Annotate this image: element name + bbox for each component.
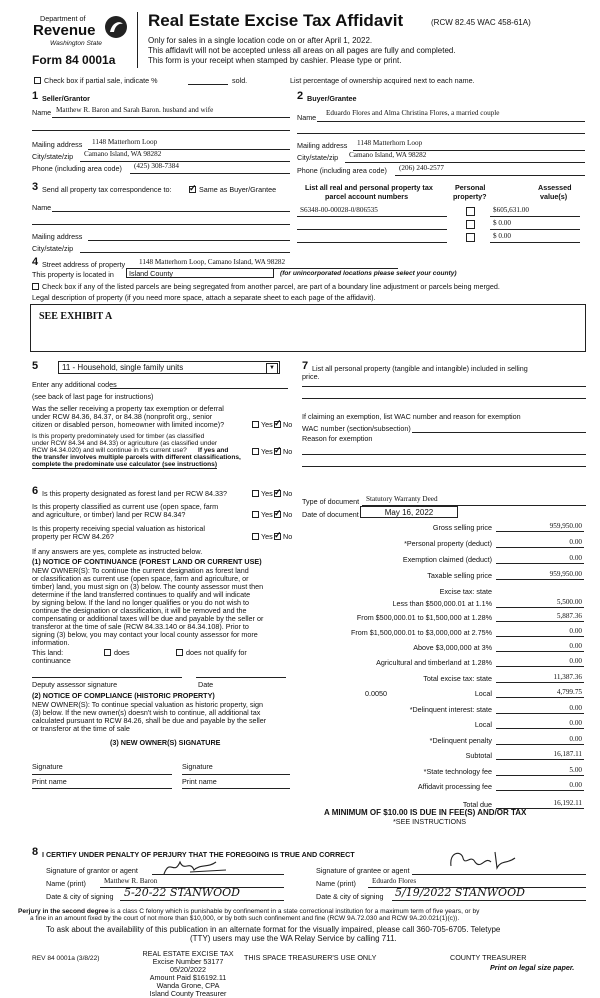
q-current-use-line1: Is this property classified as current use (open space, farm xyxy=(32,502,219,511)
notice-continuance-line: or classification as current use (open space, farm and agriculture, or xyxy=(32,574,249,583)
tax-row-value: 0.00 xyxy=(569,781,582,789)
stamp-line: Island County Treasurer xyxy=(149,989,227,998)
tax-row-field[interactable] xyxy=(496,666,584,667)
located-label: This property is located in xyxy=(32,270,114,279)
tax-row-label: *Delinquent penalty xyxy=(429,736,492,745)
rev-number: REV 84 0001a (3/8/22) xyxy=(32,955,100,962)
owner-print-label-2: Print name xyxy=(182,777,217,786)
grantee-signature-label: Signature of grantee or agent xyxy=(316,866,410,875)
parcel-col-header: List all real and personal property tax xyxy=(305,183,433,192)
exemption-no-label: No xyxy=(283,420,293,429)
section-6-number: 6 xyxy=(32,485,39,497)
wac-number-label: WAC number (section/subsection) xyxy=(302,424,411,433)
grantor-signature-image xyxy=(160,856,230,878)
continuance-label: continuance xyxy=(32,656,71,665)
notice-continuance-line: by signing below. If the land no longer qualifies or you do not wish to xyxy=(32,598,249,607)
tax-row-label: Excise tax: state xyxy=(439,587,492,596)
q-forest-label: Is this property designated as forest land per RCW 84.33? xyxy=(42,489,227,498)
current-use-yes-checkbox[interactable] xyxy=(252,511,259,518)
grantee-date-value: 5/19/2022 STANWOOD xyxy=(395,886,525,899)
additional-codes-note: (see back of last page for instructions) xyxy=(32,392,154,401)
deputy-signature-field[interactable] xyxy=(32,677,182,678)
tax-row-value: 0.00 xyxy=(569,642,582,650)
owner-signature-label-2: Signature xyxy=(182,762,213,771)
legal-description-label: Legal description of property (if you need more space, attach a separate sheet to each page of the affidavit). xyxy=(32,293,376,302)
doc-date-field[interactable]: May 16, 2022 xyxy=(360,506,458,518)
correspondence-mail-label: Mailing address xyxy=(32,232,83,241)
wac-number-field[interactable] xyxy=(412,432,586,433)
perjury-text1: is a class C felony which is punishable by confinement in a state correctional institution for a maximum term of five years, or by xyxy=(110,908,480,915)
parcel-row-2-value: $ 0.00 xyxy=(493,219,511,227)
personal-property-label: List all personal property (tangible and intangible) included in selling xyxy=(312,364,528,373)
chevron-down-icon[interactable]: ▼ xyxy=(266,363,278,374)
grantor-date-value: 5-20-22 STANWOOD xyxy=(124,886,240,899)
parcel-row-1-value-field[interactable] xyxy=(490,216,580,217)
assessed-col-header: Assessed xyxy=(538,183,572,192)
grantor-name-value: Matthew R. Baron xyxy=(104,877,158,885)
see-instructions: *SEE INSTRUCTIONS xyxy=(393,817,467,826)
exemption-yes-checkbox[interactable] xyxy=(252,421,259,428)
same-as-buyer-label: Same as Buyer/Grantee xyxy=(199,185,277,194)
forest-yes-label: Yes xyxy=(261,489,273,498)
exemption-yes-label: Yes xyxy=(261,420,273,429)
timber-yes-label: Yes xyxy=(261,447,273,456)
current-use-no-label: No xyxy=(283,510,293,519)
minimum-notice: A MINIMUM OF $10.00 IS DUE IN FEE(S) AND/OR TAX xyxy=(324,808,527,817)
historic-yes-checkbox[interactable] xyxy=(252,533,259,540)
notice-compliance-title: (2) NOTICE OF COMPLIANCE (HISTORIC PROPERTY) xyxy=(32,691,215,700)
tax-row-value: 0.00 xyxy=(569,735,582,743)
tax-row-field[interactable] xyxy=(496,759,584,760)
perjury-line1 xyxy=(18,908,479,915)
tax-row-field[interactable] xyxy=(496,531,584,532)
correspondence-name-line2[interactable] xyxy=(32,224,290,225)
tax-row-label: From $500,000.01 to $1,500,000 at 1.28% xyxy=(356,613,492,622)
notice-compliance-line: (3) below. If the new owner(s) doesn't wish to continue, all additional tax xyxy=(32,708,261,717)
owner-print-field-1[interactable] xyxy=(32,788,172,789)
section-1-number: 1 xyxy=(32,90,39,102)
legal-description-value: SEE EXHIBIT A xyxy=(39,311,113,322)
tax-row-value: 16,192.11 xyxy=(553,799,582,807)
street-label: Street address of property xyxy=(42,260,126,269)
seller-city-value: Camano Island, WA 98282 xyxy=(84,150,162,158)
alt-format-line1: To ask about the availability of this publication in an alternate format for the visually impaired, please call 360-705-6705. Teletype xyxy=(46,925,501,934)
section-5-number: 5 xyxy=(32,360,39,372)
historic-no-label: No xyxy=(283,532,293,541)
current-use-yes-label: Yes xyxy=(261,510,273,519)
q-current-use-line2: and agriculture, or timber) land per RCW 84.34? xyxy=(32,510,186,519)
exemption-no-checkbox[interactable] xyxy=(274,421,281,428)
personal-col-header: Personal xyxy=(455,183,486,192)
tax-row-value: 5,887.36 xyxy=(556,612,582,620)
perjury-bold: Perjury in the second degree xyxy=(18,908,109,915)
parcel-row-2-personal-checkbox[interactable] xyxy=(466,220,475,229)
parcel-row-3-value-field[interactable] xyxy=(490,242,580,243)
grantee-signature-image xyxy=(445,846,525,874)
grantee-name-value: Eduardo Flores xyxy=(372,877,417,885)
tax-row-value: 4,799.75 xyxy=(556,688,582,696)
timber-no-label: No xyxy=(283,447,293,456)
tax-row-value: 0.00 xyxy=(569,538,582,546)
section-2-number: 2 xyxy=(297,90,304,102)
parcel-row-1-field[interactable] xyxy=(297,216,447,217)
county-treasurer-label: COUNTY TREASURER xyxy=(450,953,527,962)
does-not-qualify-checkbox[interactable] xyxy=(176,649,183,656)
seller-name-value: Matthew R. Baron and Sarah Baron. husband and wife xyxy=(56,106,214,114)
partial-sale-percent-input[interactable] xyxy=(188,84,228,85)
header-divider xyxy=(137,12,138,68)
header-note-3: This form is your receipt when stamped by cashier. Please type or print. xyxy=(148,56,402,65)
notice-compliance-line: NEW OWNER(S): To continue special valuation as historic property, sign xyxy=(32,700,264,709)
exemption-reason-line1[interactable] xyxy=(302,454,586,455)
q-timber-line5: the transfer involves multiple parcels with different classifications, xyxy=(32,454,241,461)
doc-date-label: Date of document xyxy=(302,510,359,519)
tax-row-field[interactable] xyxy=(496,713,584,714)
notice-continuance-line: compensating or additional taxes will be due and payable by the seller or xyxy=(32,614,264,623)
current-use-no-checkbox[interactable] xyxy=(274,511,281,518)
tax-row-field[interactable] xyxy=(496,579,584,580)
same-as-buyer-checkbox[interactable] xyxy=(189,186,196,193)
q-historic-line2: property per RCW 84.26? xyxy=(32,532,114,541)
historic-yes-label: Yes xyxy=(261,532,273,541)
buyer-name-field[interactable] xyxy=(317,121,585,122)
tax-row-value: 5,500.00 xyxy=(556,598,582,606)
tax-row-field[interactable] xyxy=(496,563,584,564)
section-3-number: 3 xyxy=(32,181,39,193)
tax-row-value: 0.00 xyxy=(569,719,582,727)
use-code-value: 11 - Household, single family units xyxy=(62,363,184,372)
seller-name-label: Name xyxy=(32,108,52,117)
stamp-line: Wanda Grone, CPA xyxy=(156,981,220,990)
tax-row-label: Less than $500,000.01 at 1.1% xyxy=(392,599,492,608)
tax-row-field[interactable] xyxy=(496,621,584,622)
tax-row-label: Affidavit processing fee xyxy=(417,782,492,791)
local-rate-value: 0.0050 xyxy=(365,689,387,698)
notice-continuance-line: determine if the land transferred continues to qualify and will indicate xyxy=(32,590,251,599)
parcel-row-1-value: $605,631.00 xyxy=(493,206,529,214)
grantor-signature-label: Signature of grantor or agent xyxy=(46,866,138,875)
grantee-date-field[interactable] xyxy=(392,900,586,901)
q-historic-line1: Is this property receiving special valuation as historical xyxy=(32,524,205,533)
correspondence-mail-field[interactable] xyxy=(88,240,290,241)
parcel-row-1-personal-checkbox[interactable] xyxy=(466,207,475,216)
header-note-2: This affidavit will not be accepted unless all areas on all pages are fully and completed. xyxy=(148,46,456,55)
grantee-date-label: Date & city of signing xyxy=(316,892,384,901)
grantee-signature-field[interactable] xyxy=(412,874,586,875)
parcel-row-3-personal-checkbox[interactable] xyxy=(466,233,475,242)
partial-sale-label: Check box if partial sale, indicate % xyxy=(44,76,158,85)
tax-row-field[interactable] xyxy=(496,697,584,698)
buyer-city-label: City/state/zip xyxy=(297,153,339,162)
buyer-heading: Buyer/Grantee xyxy=(307,94,357,103)
partial-sale-sold-label: sold. xyxy=(232,76,248,85)
partial-sale-checkbox[interactable] xyxy=(34,77,41,84)
notice-continuance-line: timber) land, you must sign on (3) below. The county assessor must then xyxy=(32,582,264,591)
buyer-mail-label: Mailing address xyxy=(297,141,348,150)
perjury-line2: a fine in an amount fixed by the court of not more than $10,000, or by both such confinement and fine (RCW 9A.72.030 and RCW 9A.20.021(1)(c)). xyxy=(30,915,460,922)
new-owner-signature-title: (3) NEW OWNER(S) SIGNATURE xyxy=(110,738,221,747)
exemption-claim-label: If claiming an exemption, list WAC number and reason for exemption xyxy=(302,412,521,421)
correspondence-label: Send all property tax correspondence to: xyxy=(42,185,172,194)
tax-row-value: 959,950.00 xyxy=(549,570,582,578)
stamp-line: 05/20/2022 xyxy=(170,965,206,974)
q-exemption-line3: citizen or disabled person, homeowner with limited income)? xyxy=(32,420,225,429)
tax-row-value: 16,187.11 xyxy=(553,750,582,758)
owner-signature-field-1[interactable] xyxy=(32,774,172,775)
dept-revenue: Revenue xyxy=(33,22,96,39)
seller-city-label: City/state/zip xyxy=(32,152,74,161)
segregate-checkbox[interactable] xyxy=(32,283,39,290)
tax-row-label: Total due xyxy=(462,800,492,809)
forest-no-checkbox[interactable] xyxy=(274,490,281,497)
timber-yes-checkbox[interactable] xyxy=(252,448,259,455)
county-note: (for unincorporated locations please select your county) xyxy=(280,270,457,277)
parcel-row-3-value: $ 0.00 xyxy=(493,232,511,240)
notice-continuance-line: signing (3) below, you may contact your local county assessor for more xyxy=(32,630,258,639)
county-select[interactable]: Island County xyxy=(126,268,274,278)
tax-row-value: 0.00 xyxy=(569,657,582,665)
notice-continuance-line: NEW OWNER(S): To continue the current designation as forest land xyxy=(32,566,249,575)
legal-description-box[interactable] xyxy=(30,304,586,352)
personal-property-line1[interactable] xyxy=(302,386,586,387)
seller-heading: Seller/Grantor xyxy=(42,94,90,103)
section-7-number: 7 xyxy=(302,360,309,372)
owner-signature-label-1: Signature xyxy=(32,762,63,771)
buyer-city-value: Camano Island, WA 98282 xyxy=(349,151,427,159)
q-exemption-line2: under RCW 84.36, 84.37, or 84.38 (nonprofit org., senior xyxy=(32,412,213,421)
seller-phone-label: Phone (including area code) xyxy=(32,164,122,173)
predominate-use-link[interactable]: complete the predominate use calculator (see instructions) xyxy=(32,461,218,468)
tax-row-label: Taxable selling price xyxy=(427,571,492,580)
use-code-select[interactable] xyxy=(58,361,280,374)
tax-row-label: *Personal property (deduct) xyxy=(404,539,492,548)
q-timber-if-yes: If yes and xyxy=(198,447,229,454)
deputy-date-field[interactable] xyxy=(196,677,286,678)
rcw-reference: (RCW 82.45 WAC 458-61A) xyxy=(431,18,531,27)
correspondence-name-field[interactable] xyxy=(52,211,290,212)
dept-state: Washington State xyxy=(50,40,102,47)
certify-statement: I CERTIFY UNDER PENALTY OF PERJURY THAT THE FOREGOING IS TRUE AND CORRECT xyxy=(42,850,355,859)
seller-mail-label: Mailing address xyxy=(32,140,83,149)
parcel-row-2-value-field[interactable] xyxy=(490,229,580,230)
tax-row-field[interactable] xyxy=(496,651,584,652)
notice-continuance-line: information. xyxy=(32,638,70,647)
correspondence-city-label: City/state/zip xyxy=(32,244,74,253)
grantor-date-label: Date & city of signing xyxy=(46,892,114,901)
deputy-date-label: Date xyxy=(198,680,214,689)
additional-codes-field[interactable] xyxy=(110,388,288,389)
tax-row-value: 959,950.00 xyxy=(549,522,582,530)
tax-row-value: 5.00 xyxy=(569,766,582,774)
segregate-label: Check box if any of the listed parcels are being segregated from another parcel, are part of a boundary line adjustment or parcels being merged. xyxy=(42,282,500,291)
this-land-label: This land: xyxy=(32,648,64,657)
seller-mail-value: 1148 Matterhorn Loop xyxy=(92,138,158,146)
tax-row-value: 0.00 xyxy=(569,554,582,562)
historic-no-checkbox[interactable] xyxy=(274,533,281,540)
buyer-name-value: Eduardo Flores and Alma Christina Flores, a married couple xyxy=(326,109,500,117)
street-value: 1148 Matterhorn Loop, Camano Island, WA 98282 xyxy=(139,258,286,266)
seller-name-line2[interactable] xyxy=(32,130,290,131)
doc-type-value: Statutory Warranty Deed xyxy=(366,495,438,503)
tax-row-label: Above $3,000,000 at 3% xyxy=(413,643,492,652)
tax-row-label: Total excise tax: state xyxy=(423,674,492,683)
tax-row-label: *Delinquent interest: state xyxy=(409,705,492,714)
seller-phone-value: (425) 308-7384 xyxy=(134,162,179,170)
seller-phone-field[interactable] xyxy=(130,173,290,174)
tax-row-field[interactable] xyxy=(496,790,584,791)
tax-row-label: Subtotal xyxy=(465,751,492,760)
personal-property-label2: price. xyxy=(302,372,320,381)
forest-no-label: No xyxy=(283,489,293,498)
q-timber-line2: under RCW 84.34 and 84.33) or agriculture (as classified under xyxy=(32,440,218,447)
stamp-line: Excise Number 53177 xyxy=(152,957,224,966)
grantor-name-label: Name (print) xyxy=(46,879,86,888)
ownership-note: List percentage of ownership acquired next to each name. xyxy=(290,76,475,85)
notice-compliance-line: calculated pursuant to RCW 84.26, shall be due and payable by the seller xyxy=(32,716,267,725)
revenue-logo-icon xyxy=(104,14,128,40)
tax-row-field[interactable] xyxy=(496,607,584,608)
parcel-row-2-field[interactable] xyxy=(297,229,447,230)
owner-print-label-1: Print name xyxy=(32,777,67,786)
doc-type-label: Type of document xyxy=(302,497,360,506)
tax-row-label: Local xyxy=(474,689,492,698)
q-timber-line3: RCW 84.34.020) and will continue in it's current use? xyxy=(32,447,187,454)
tax-row-field[interactable] xyxy=(496,728,584,729)
does-qualify-checkbox[interactable] xyxy=(104,649,111,656)
buyer-name-label: Name xyxy=(297,113,317,122)
does-qualify-label: does xyxy=(114,648,130,657)
tax-row-label: Gross selling price xyxy=(432,523,492,532)
form-number: Form 84 0001a xyxy=(32,53,116,67)
stamp-line: Amount Paid $16192.11 xyxy=(149,973,227,982)
additional-codes-label: Enter any additional codes xyxy=(32,380,117,389)
buyer-city-field[interactable] xyxy=(345,162,585,163)
legal-size-note: Print on legal size paper. xyxy=(490,963,575,972)
section-4-number: 4 xyxy=(32,256,39,268)
owner-signature-field-2[interactable] xyxy=(182,774,290,775)
tax-row-field[interactable] xyxy=(496,636,584,637)
personal-property-line2[interactable] xyxy=(302,398,586,399)
tax-row-value: 11,387.36 xyxy=(553,673,582,681)
buyer-phone-label: Phone (including area code) xyxy=(297,166,387,175)
tax-row-field[interactable] xyxy=(496,682,584,683)
q-timber-line1: Is this property predominately used for timber (as classified xyxy=(32,433,205,440)
tax-row-field[interactable] xyxy=(496,547,584,548)
notice-continuance-title: (1) NOTICE OF CONTINUANCE (FOREST LAND OR CURRENT USE) xyxy=(32,557,262,566)
personal-col-header2: property? xyxy=(453,192,487,201)
if-any-yes-note: If any answers are yes, complete as instructed below. xyxy=(32,547,203,556)
seller-name-field[interactable] xyxy=(52,117,290,118)
notice-continuance-line: continue the designation or classification, it will be removed and the xyxy=(32,606,247,615)
tax-row-field[interactable] xyxy=(496,744,584,745)
timber-no-checkbox[interactable] xyxy=(274,448,281,455)
q-exemption-line1: Was the seller receiving a property tax exemption or deferral xyxy=(32,404,224,413)
buyer-phone-field[interactable] xyxy=(395,175,585,176)
does-not-qualify-label: does not qualify for xyxy=(186,648,247,657)
tax-row-label: Local xyxy=(474,720,492,729)
dept-line1: Department of xyxy=(40,14,86,23)
stamp-line: REAL ESTATE EXCISE TAX xyxy=(142,949,234,958)
buyer-mail-value: 1148 Matterhorn Loop xyxy=(357,139,423,147)
parcel-col-header2: parcel account numbers xyxy=(325,192,409,201)
exemption-reason-label: Reason for exemption xyxy=(302,434,373,443)
owner-print-field-2[interactable] xyxy=(182,788,290,789)
tax-row-value: 0.00 xyxy=(569,627,582,635)
notice-compliance-line: or transferor at the time of sale xyxy=(32,724,130,733)
forest-yes-checkbox[interactable] xyxy=(252,490,259,497)
grantor-date-field[interactable] xyxy=(120,900,284,901)
parcel-row-1-number: S6348-00-00028-0/806535 xyxy=(300,206,378,214)
buyer-phone-value: (206) 240-2577 xyxy=(399,164,444,172)
alt-format-line2: (TTY) users may use the WA Relay Service by calling 711. xyxy=(190,934,397,943)
header-note-1: Only for sales in a single location code on or after April 1, 2022. xyxy=(148,36,373,45)
correspondence-city-field[interactable] xyxy=(80,252,290,253)
exemption-reason-line2[interactable] xyxy=(302,466,586,467)
grantee-name-label: Name (print) xyxy=(316,879,356,888)
treasurer-use-note: THIS SPACE TREASURER'S USE ONLY xyxy=(244,953,377,962)
tax-row-field[interactable] xyxy=(496,775,584,776)
tax-row-label: Agricultural and timberland at 1.28% xyxy=(376,658,492,667)
correspondence-name-label: Name xyxy=(32,203,52,212)
deputy-signature-label: Deputy assessor signature xyxy=(32,680,118,689)
parcel-row-3-field[interactable] xyxy=(297,242,447,243)
tax-row-label: *State technology fee xyxy=(423,767,492,776)
seller-city-field[interactable] xyxy=(80,161,290,162)
tax-row-label: Exemption claimed (deduct) xyxy=(402,555,492,564)
buyer-name-line2[interactable] xyxy=(297,133,585,134)
form-title: Real Estate Excise Tax Affidavit xyxy=(148,11,404,30)
section-8-number: 8 xyxy=(32,846,39,858)
tax-row-label: From $1,500,000.01 to $3,000,000 at 2.75% xyxy=(350,628,492,637)
assessed-col-header2: value(s) xyxy=(540,192,568,201)
notice-continuance-line: transferor at the time of sale (RCW 84.33.140 or 84.34.108). Prior to xyxy=(32,622,249,631)
tax-row-value: 0.00 xyxy=(569,704,582,712)
